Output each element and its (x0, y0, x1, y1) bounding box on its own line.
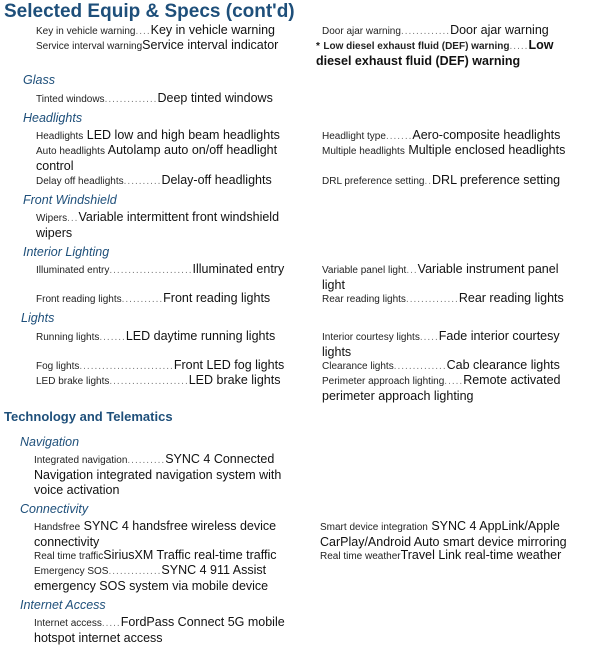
spec-label: Front reading lights (36, 294, 122, 305)
spec-auto-headlights (36, 143, 301, 174)
spec-value: SYNC 4 handsfree wireless device connectivity (34, 519, 277, 549)
spec-value: Travel Link real-time weather (400, 548, 562, 562)
spec-label: Perimeter approach lighting (322, 376, 445, 387)
section-heading-glass: Glass (23, 73, 55, 87)
spec-label: Auto headlights (36, 146, 105, 157)
spec-label: Tinted windows (36, 94, 105, 105)
spec-value: SYNC 4 911 Assist emergency SOS system via mobile device (34, 563, 269, 593)
spec-label: Real time traffic (34, 551, 104, 562)
spec-label: Illuminated entry (36, 265, 110, 276)
spec-value: SYNC 4 AppLink/Apple CarPlay/Android Auto smart device mirroring (320, 519, 567, 549)
spec-value: Delay-off headlights (161, 173, 272, 187)
page-title: Selected Equip & Specs (cont'd) (4, 1, 295, 22)
spec-led-brake-lights: LED brake lights.....................LED brake lights (36, 373, 281, 387)
star-marker: * (316, 41, 320, 52)
spec-value: LED daytime running lights (125, 329, 276, 343)
spec-key-in-vehicle: Key in vehicle warning....Key in vehicle warning (36, 23, 275, 37)
spec-value: Multiple enclosed headlights (408, 143, 566, 157)
section-heading-technology: Technology and Telematics (4, 409, 173, 424)
spec-label: Wipers (36, 213, 68, 224)
spec-interior-courtesy-lights: Interior courtesy lights.....Fade interior courtesy lights (322, 329, 560, 359)
spec-value: SYNC 4 Connected Navigation integrated navigation system with voice activation (34, 452, 282, 497)
spec-value: Variable instrument panel light (322, 262, 559, 292)
spec-value: Cab clearance lights (446, 358, 560, 372)
spec-illuminated-entry: Illuminated entry......................Illuminated entry (36, 262, 285, 276)
spec-service-interval (36, 38, 301, 54)
spec-wipers: Wipers...Variable intermittent front windshield wipers (36, 210, 280, 240)
spec-delay-off: Delay off headlights..........Delay-off headlights (36, 173, 272, 187)
spec-value: Door ajar warning (450, 23, 549, 37)
spec-internet-access: Internet access.....FordPass Connect 5G mobile hotspot internet access (34, 615, 285, 645)
spec-label: Door ajar warning (322, 26, 401, 37)
section-heading-interior-lighting: Interior Lighting (23, 245, 110, 259)
spec-label: Rear reading lights (322, 294, 406, 305)
spec-label: Service interval warning (36, 41, 143, 52)
spec-label: DRL preference setting (322, 176, 425, 187)
spec-headlight-type: Headlight type.......Aero-composite headlights (322, 128, 561, 142)
spec-label: Internet access (34, 618, 102, 629)
spec-label: LED brake lights (36, 376, 110, 387)
spec-value: Service interval indicator (142, 38, 279, 52)
section-heading-internet-access: Internet Access (20, 598, 106, 612)
spec-rear-reading-lights: Rear reading lights..............Rear reading lights (322, 291, 564, 305)
spec-integrated-navigation: Integrated navigation..........SYNC 4 Connected Navigation integrated navigation system with voice activation (34, 452, 282, 497)
spec-smart-device-integration (320, 519, 590, 550)
spec-front-reading-lights: Front reading lights...........Front reading lights (36, 291, 271, 305)
section-heading-front-windshield: Front Windshield (23, 193, 117, 207)
spec-value: Remote activated perimeter approach lighting (322, 373, 561, 403)
spec-value: Autolamp auto on/off headlight control (36, 143, 278, 173)
spec-value: Variable intermittent front windshield wipers (36, 210, 280, 240)
spec-drl-preference: DRL preference setting..DRL preference setting (322, 173, 561, 187)
spec-value: SiriusXM Traffic real-time traffic (103, 548, 277, 562)
spec-label: Key in vehicle warning (36, 26, 136, 37)
spec-label: Headlight type (322, 131, 386, 142)
section-heading-navigation: Navigation (20, 435, 80, 449)
spec-value: DRL preference setting (432, 173, 561, 187)
spec-label: Clearance lights (322, 361, 394, 372)
section-heading-headlights: Headlights (23, 111, 83, 125)
spec-value: LED low and high beam headlights (86, 128, 280, 142)
spec-label: Smart device integration (320, 522, 428, 533)
spec-value: FordPass Connect 5G mobile hotspot internet access (34, 615, 285, 645)
spec-label: Handsfree (34, 522, 81, 533)
spec-fog-lights: Fog lights.........................Front LED fog lights (36, 358, 285, 372)
spec-value: Deep tinted windows (157, 91, 273, 105)
spec-door-ajar: Door ajar warning.............Door ajar warning (322, 23, 549, 37)
spec-label: Integrated navigation (34, 455, 128, 466)
spec-label: Fog lights (36, 361, 80, 372)
spec-emergency-sos: Emergency SOS..............SYNC 4 911 Assist emergency SOS system via mobile device (34, 563, 269, 593)
section-heading-lights: Lights (21, 311, 55, 325)
spec-label: Delay off headlights (36, 176, 124, 187)
spec-def-warning: * Low diesel exhaust fluid (DEF) warning.....Low diesel exhaust fluid (DEF) warning (316, 38, 554, 68)
spec-label: Low diesel exhaust fluid (DEF) warning (323, 41, 510, 52)
spec-headlights (36, 128, 301, 144)
spec-label: Emergency SOS (34, 566, 109, 577)
spec-handsfree (34, 519, 296, 550)
spec-multiple-headlights (322, 143, 592, 159)
spec-label: Interior courtesy lights (322, 332, 420, 343)
spec-label: Multiple headlights (322, 146, 405, 157)
spec-value: Rear reading lights (458, 291, 564, 305)
spec-label: Headlights (36, 131, 84, 142)
section-heading-connectivity: Connectivity (20, 502, 89, 516)
spec-tinted-windows: Tinted windows..............Deep tinted windows (36, 91, 273, 105)
spec-value: Fade interior courtesy lights (322, 329, 560, 359)
spec-value: Front LED fog lights (173, 358, 285, 372)
spec-clearance-lights: Clearance lights..............Cab clearance lights (322, 358, 560, 372)
spec-real-time-traffic (34, 548, 299, 564)
spec-real-time-weather (320, 548, 595, 564)
spec-label: Variable panel light (322, 265, 407, 276)
spec-value: Aero-composite headlights (412, 128, 561, 142)
spec-variable-panel-light: Variable panel light...Variable instrument panel light (322, 262, 559, 292)
spec-value: LED brake lights (188, 373, 281, 387)
spec-label: Running lights (36, 332, 100, 343)
spec-running-lights: Running lights.......LED daytime running lights (36, 329, 276, 343)
spec-value: Illuminated entry (192, 262, 285, 276)
spec-perimeter-approach: Perimeter approach lighting.....Remote activated perimeter approach lighting (322, 373, 561, 403)
spec-value: Low diesel exhaust fluid (DEF) warning (316, 38, 554, 68)
spec-value: Front reading lights (163, 291, 271, 305)
spec-label: Real time weather (320, 551, 401, 562)
spec-value: Key in vehicle warning (150, 23, 275, 37)
